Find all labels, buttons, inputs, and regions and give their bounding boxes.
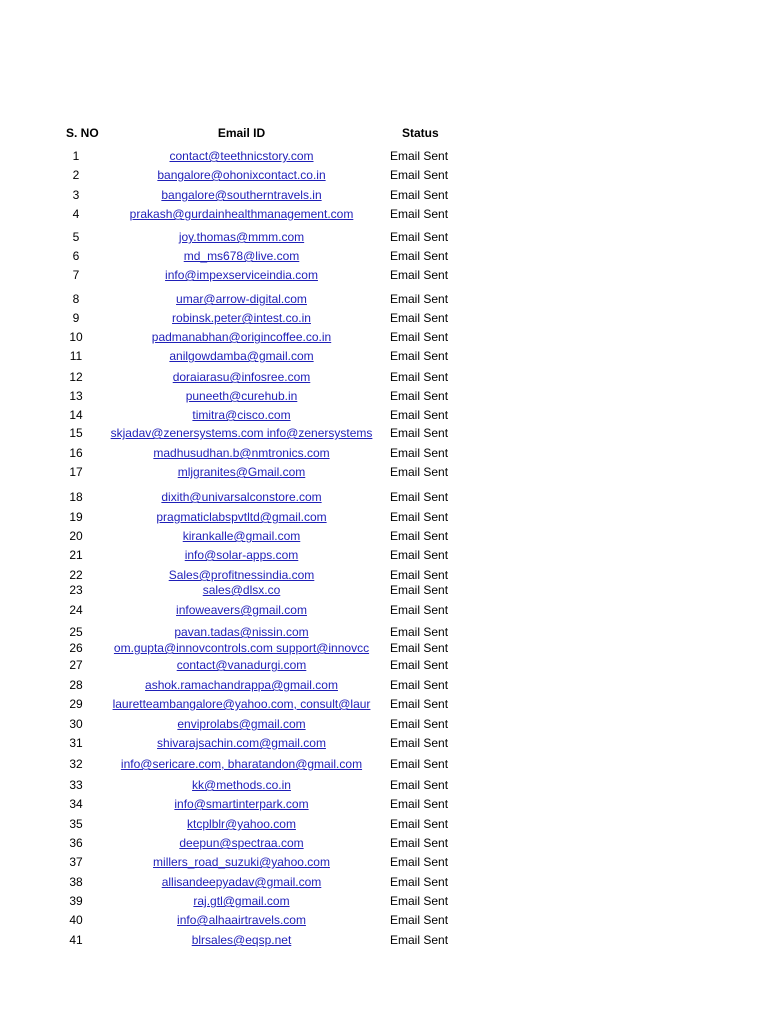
row-status: Email Sent xyxy=(390,311,449,325)
table-row xyxy=(0,206,768,222)
row-email-cell xyxy=(105,388,378,404)
email-link[interactable]: contact@teethnicstory.com xyxy=(169,149,314,163)
email-link[interactable]: Sales@profitnessindia.com xyxy=(168,568,315,582)
row-sno: 35 xyxy=(69,817,83,831)
row-email-cell xyxy=(105,912,378,928)
row-sno: 29 xyxy=(69,697,83,711)
email-link[interactable]: shivarajsachin.com@gmail.com xyxy=(157,736,326,750)
row-email-cell xyxy=(105,229,378,245)
row-sno: 34 xyxy=(69,797,83,811)
row-sno: 28 xyxy=(69,678,83,692)
row-sno: 22 xyxy=(69,568,83,582)
email-link[interactable]: prakash@gurdainhealthmanagement.com xyxy=(129,207,354,221)
row-sno: 16 xyxy=(69,446,83,460)
row-sno: 37 xyxy=(69,855,83,869)
row-sno: 32 xyxy=(69,757,83,771)
email-link[interactable]: padmanabhan@origincoffee.co.in xyxy=(151,330,332,344)
row-email-cell xyxy=(105,893,378,909)
row-status: Email Sent xyxy=(390,349,449,363)
header-status: Status xyxy=(402,126,439,140)
row-status: Email Sent xyxy=(390,736,449,750)
table-row xyxy=(0,777,768,793)
row-status: Email Sent xyxy=(390,230,449,244)
email-link[interactable]: sales@dlsx.co xyxy=(202,583,281,597)
row-email-cell xyxy=(105,329,378,345)
row-email-cell xyxy=(105,528,378,544)
row-email-cell xyxy=(105,835,378,851)
table-header xyxy=(0,125,768,141)
table-row xyxy=(0,582,768,598)
row-status: Email Sent xyxy=(390,875,449,889)
row-sno: 33 xyxy=(69,778,83,792)
row-status: Email Sent xyxy=(390,168,449,182)
row-status: Email Sent xyxy=(390,568,449,582)
row-sno: 12 xyxy=(69,370,83,384)
email-link[interactable]: deepun@spectraa.com xyxy=(179,836,304,850)
email-link[interactable]: timitra@cisco.com xyxy=(192,408,291,422)
row-sno: 27 xyxy=(69,658,83,672)
row-email-cell xyxy=(105,677,378,693)
table-row xyxy=(0,657,768,673)
email-link[interactable]: joy.thomas@mmm.com xyxy=(178,230,305,244)
row-sno: 15 xyxy=(69,426,83,440)
row-sno: 24 xyxy=(69,603,83,617)
email-link[interactable]: info@alhaairtravels.com xyxy=(177,913,306,927)
row-sno: 1 xyxy=(72,149,80,163)
row-status: Email Sent xyxy=(390,836,449,850)
email-link[interactable]: info@sericare.com, bharatandon@gmail.com xyxy=(120,757,363,771)
table-row xyxy=(0,388,768,404)
row-sno: 14 xyxy=(69,408,83,422)
row-status: Email Sent xyxy=(390,268,449,282)
row-email-cell xyxy=(105,291,378,307)
table-row xyxy=(0,248,768,264)
email-link[interactable]: dixith@univarsalconstore.com xyxy=(161,490,322,504)
row-email-cell xyxy=(105,735,378,751)
row-status: Email Sent xyxy=(390,330,449,344)
table-row xyxy=(0,148,768,164)
row-email-cell xyxy=(105,602,378,618)
row-sno: 20 xyxy=(69,529,83,543)
row-sno: 13 xyxy=(69,389,83,403)
header-email-id: Email ID xyxy=(217,126,266,140)
row-status: Email Sent xyxy=(390,548,449,562)
row-status: Email Sent xyxy=(390,249,449,263)
row-sno: 11 xyxy=(69,349,83,363)
row-email-cell xyxy=(105,509,378,525)
row-status: Email Sent xyxy=(390,933,449,947)
row-email-cell xyxy=(105,310,378,326)
table-row xyxy=(0,640,768,656)
row-email-cell xyxy=(105,567,378,583)
email-link[interactable]: lauretteambangalore@yahoo.com, consult@laur xyxy=(112,697,371,711)
email-link[interactable]: ktcplblr@yahoo.com xyxy=(187,817,296,831)
table-row xyxy=(0,291,768,307)
row-status: Email Sent xyxy=(390,797,449,811)
row-sno: 17 xyxy=(69,465,83,479)
row-email-cell xyxy=(105,657,378,673)
row-status: Email Sent xyxy=(390,292,449,306)
row-status: Email Sent xyxy=(390,426,449,440)
row-status: Email Sent xyxy=(390,894,449,908)
row-status: Email Sent xyxy=(390,188,449,202)
email-link[interactable]: info@impexserviceindia.com xyxy=(165,268,318,282)
header-sno: S. NO xyxy=(66,126,99,140)
row-status: Email Sent xyxy=(390,529,449,543)
row-email-cell xyxy=(105,582,378,598)
email-link[interactable]: skjadav@zenersystems.com info@zenersystems xyxy=(110,426,373,440)
table-row xyxy=(0,445,768,461)
row-status: Email Sent xyxy=(390,465,449,479)
email-link[interactable]: pragmaticlabspvtltd@gmail.com xyxy=(156,510,327,524)
row-email-cell xyxy=(105,248,378,264)
email-link[interactable]: info@smartinterpark.com xyxy=(174,797,309,811)
row-sno: 9 xyxy=(72,311,80,325)
row-sno: 41 xyxy=(69,933,83,947)
email-link[interactable]: info@solar-apps.com xyxy=(184,548,299,562)
email-link[interactable]: pavan.tadas@nissin.com xyxy=(174,625,309,639)
row-sno: 4 xyxy=(72,207,80,221)
row-status: Email Sent xyxy=(390,817,449,831)
row-status: Email Sent xyxy=(390,603,449,617)
table-row xyxy=(0,796,768,812)
row-email-cell xyxy=(105,624,378,640)
email-link[interactable]: infoweavers@gmail.com xyxy=(176,603,307,617)
row-sno: 38 xyxy=(69,875,83,889)
table-row xyxy=(0,756,768,772)
email-link[interactable]: anilgowdamba@gmail.com xyxy=(169,349,314,363)
row-sno: 6 xyxy=(72,249,80,263)
table-row xyxy=(0,509,768,525)
row-status: Email Sent xyxy=(390,778,449,792)
row-status: Email Sent xyxy=(390,697,449,711)
row-email-cell xyxy=(105,167,378,183)
row-email-cell xyxy=(105,932,378,948)
row-email-cell xyxy=(105,148,378,164)
table-row xyxy=(0,348,768,364)
table-row xyxy=(0,407,768,423)
table-row xyxy=(0,874,768,890)
table-row xyxy=(0,547,768,563)
table-row xyxy=(0,329,768,345)
table-row xyxy=(0,229,768,245)
row-sno: 36 xyxy=(69,836,83,850)
email-link[interactable]: umar@arrow-digital.com xyxy=(176,292,307,306)
email-link[interactable]: kk@methods.co.in xyxy=(192,778,291,792)
row-email-cell xyxy=(105,716,378,732)
email-link[interactable]: md_ms678@live.com xyxy=(183,249,300,263)
email-link[interactable]: contact@vanadurgi.com xyxy=(176,658,307,672)
row-sno: 30 xyxy=(69,717,83,731)
table-row xyxy=(0,677,768,693)
row-sno: 39 xyxy=(69,894,83,908)
row-sno: 23 xyxy=(69,583,83,597)
email-link[interactable]: raj.gtl@gmail.com xyxy=(193,894,290,908)
row-sno: 40 xyxy=(69,913,83,927)
email-link[interactable]: om.gupta@innovcontrols.com support@innovcc xyxy=(113,641,370,655)
table-row xyxy=(0,602,768,618)
row-status: Email Sent xyxy=(390,717,449,731)
email-link[interactable]: allisandeepyadav@gmail.com xyxy=(161,875,322,889)
row-email-cell xyxy=(105,874,378,890)
table-row xyxy=(0,369,768,385)
table-row xyxy=(0,893,768,909)
row-sno: 21 xyxy=(69,548,83,562)
row-status: Email Sent xyxy=(390,757,449,771)
table-row xyxy=(0,567,768,583)
table-row xyxy=(0,310,768,326)
row-email-cell xyxy=(105,206,378,222)
row-email-cell xyxy=(105,425,378,441)
table-row xyxy=(0,932,768,948)
row-sno: 5 xyxy=(72,230,80,244)
table-row xyxy=(0,267,768,283)
row-sno: 10 xyxy=(69,330,83,344)
email-link[interactable]: enviprolabs@gmail.com xyxy=(177,717,306,731)
row-sno: 2 xyxy=(72,168,80,182)
table-row xyxy=(0,167,768,183)
row-email-cell xyxy=(105,187,378,203)
row-status: Email Sent xyxy=(390,913,449,927)
table-row xyxy=(0,528,768,544)
table-row xyxy=(0,854,768,870)
table-row xyxy=(0,425,768,441)
row-status: Email Sent xyxy=(390,490,449,504)
table-row xyxy=(0,835,768,851)
row-sno: 8 xyxy=(72,292,80,306)
row-sno: 19 xyxy=(69,510,83,524)
row-email-cell xyxy=(105,267,378,283)
row-sno: 3 xyxy=(72,188,80,202)
email-link[interactable]: blrsales@eqsp.net xyxy=(191,933,292,947)
email-link[interactable]: robinsk.peter@intest.co.in xyxy=(172,311,311,325)
email-link[interactable]: madhusudhan.b@nmtronics.com xyxy=(153,446,330,460)
row-email-cell xyxy=(105,369,378,385)
email-link[interactable]: ashok.ramachandrappa@gmail.com xyxy=(145,678,338,692)
row-status: Email Sent xyxy=(390,678,449,692)
email-link[interactable]: kirankalle@gmail.com xyxy=(182,529,301,543)
email-link[interactable]: mljgranites@Gmail.com xyxy=(177,465,306,479)
table-row xyxy=(0,624,768,640)
table-row xyxy=(0,735,768,751)
row-sno: 25 xyxy=(69,625,83,639)
row-email-cell xyxy=(105,407,378,423)
row-status: Email Sent xyxy=(390,510,449,524)
table-row xyxy=(0,696,768,712)
row-email-cell xyxy=(105,756,378,772)
row-status: Email Sent xyxy=(390,641,449,655)
row-email-cell xyxy=(105,445,378,461)
email-link[interactable]: millers_road_suzuki@yahoo.com xyxy=(153,855,330,869)
row-email-cell xyxy=(105,696,378,712)
table-row xyxy=(0,187,768,203)
row-sno: 26 xyxy=(69,641,83,655)
row-email-cell xyxy=(105,816,378,832)
email-link[interactable]: doraiarasu@infosree.com xyxy=(172,370,311,384)
table-row xyxy=(0,716,768,732)
row-status: Email Sent xyxy=(390,207,449,221)
table-row xyxy=(0,489,768,505)
row-status: Email Sent xyxy=(390,389,449,403)
row-sno: 31 xyxy=(69,736,83,750)
row-status: Email Sent xyxy=(390,658,449,672)
table-row xyxy=(0,912,768,928)
row-email-cell xyxy=(105,489,378,505)
email-link[interactable]: bangalore@ohonixcontact.co.in xyxy=(157,168,326,182)
row-status: Email Sent xyxy=(390,408,449,422)
row-email-cell xyxy=(105,348,378,364)
row-email-cell xyxy=(105,854,378,870)
row-status: Email Sent xyxy=(390,370,449,384)
table-row xyxy=(0,816,768,832)
row-status: Email Sent xyxy=(390,583,449,597)
row-sno: 18 xyxy=(69,490,83,504)
row-sno: 7 xyxy=(72,268,80,282)
email-link[interactable]: bangalore@southerntravels.in xyxy=(161,188,322,202)
row-status: Email Sent xyxy=(390,149,449,163)
row-email-cell xyxy=(105,547,378,563)
email-link[interactable]: puneeth@curehub.in xyxy=(185,389,298,403)
row-status: Email Sent xyxy=(390,446,449,460)
row-email-cell xyxy=(105,464,378,480)
row-email-cell xyxy=(105,796,378,812)
row-email-cell xyxy=(105,640,378,656)
row-status: Email Sent xyxy=(390,855,449,869)
row-status: Email Sent xyxy=(390,625,449,639)
table-row xyxy=(0,464,768,480)
row-email-cell xyxy=(105,777,378,793)
